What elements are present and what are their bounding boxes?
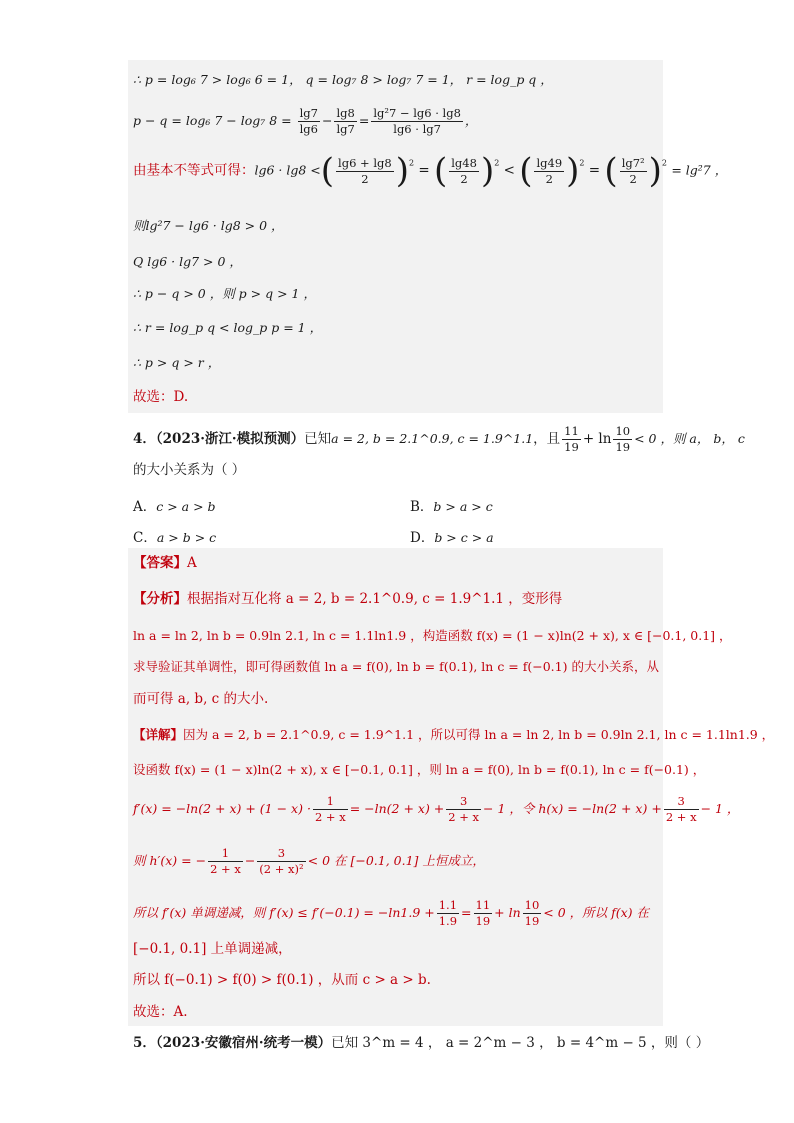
option-b[interactable]: B．b > a > c: [410, 499, 493, 515]
prev-line-9: 故选：D.: [133, 389, 189, 405]
fraction: $\frac{3}{2 + x}$: [665, 794, 697, 824]
detail-line-4: 则 h′(x) = − $\frac{1}{2 + x}$ − $\frac{3}{\text{(2 + x)²}}$ < 0 在 [−0.1, 0.1] 上恒成立，: [133, 846, 485, 876]
q5-stem-text: 已知 3^m = 4 ， a = 2^m − 3 ， b = 4^m − 5 ，则（ ）: [331, 1035, 710, 1051]
fraction: $\frac{\lg 6 + \lg 8}{2}$: [338, 155, 392, 186]
fraction: $\frac{10}{19}$: [524, 898, 540, 928]
fraction: $\frac{3}{2 + x}$: [448, 794, 480, 824]
prev-line-5: Q lg6 · lg7 > 0 ，: [133, 254, 242, 269]
prev-line-6: ∴ p − q > 0 ，则 p > q > 1 ，: [133, 286, 316, 301]
fraction: $\frac{10}{19}$: [615, 424, 631, 454]
detail-line-1: [133, 727, 775, 742]
prev-line-2: p − q = log₆ 7 − log₇ 8 = $\frac{\lg 7}{\lg 6}$ − $\frac{\lg 8}{\lg 7}$ = $\frac{\text{lg²7 − lg6 · lg8}}{\lg 6 \cdot \lg 7}$ ，: [133, 106, 478, 136]
question-number: 5．: [133, 1035, 156, 1051]
answer-line: [133, 557, 661, 571]
answer-value: A: [187, 555, 197, 571]
q4-stem-c: < 0 ，则 a， b， c: [634, 431, 745, 446]
q5-stem: [133, 1035, 710, 1051]
option-a[interactable]: A．c > a > b: [133, 499, 216, 515]
fraction: $\frac{11}{19}$: [475, 898, 491, 928]
detail-line-2: 设函数 f(x) = (1 − x)ln(2 + x), x ∈ [−0.1, 0.1] ，则 ln a = f(0), ln b = f(0.1), ln c = f(−0.1) ，: [133, 762, 706, 777]
prev-line-3-tail: = lg²7 ，: [671, 162, 728, 178]
fraction: $\frac{1}{2 + x}$: [210, 846, 241, 876]
option-c[interactable]: C．a > b > c: [133, 530, 217, 546]
fraction: $\frac{1.1}{1.9}$: [438, 898, 458, 928]
question-source: （2023·安徽宿州·统考一模）: [155, 1035, 332, 1051]
answer-tag: 【答案】: [133, 555, 187, 571]
q4-stem-a: 已知: [304, 431, 332, 447]
prev-line-2-prefix: p − q = log₆ 7 − log₇ 8 =: [133, 113, 292, 128]
prev-line-4: 则lg²7 − lg6 · lg8 > 0 ，: [133, 218, 284, 233]
detail-line-5: 所以 f′(x) 单调递减，则 f′(x) ≤ f′(−0.1) = −ln1.9 + $\frac{1.1}{1.9}$ = $\frac{11}{19}$ + ln $\frac{10}{19}$ < 0 ，所以 f(x) 在: [133, 898, 650, 928]
q4-stem-line-1: [133, 424, 745, 455]
q4-ln-plus: + ln: [582, 431, 612, 447]
prev-line-3: 由基本不等式可得：lg6 · lg8 <( $\frac{\lg 6 + \lg 8}{2}$ )$^2$ = ( $\frac{\lg 48}{2}$ )$^2$ < ( $\frac{\lg 49}{2}$ )$^2$ = ( $\frac{\text{lg7²}}{2}$ )$^2$ = lg²7 ，: [133, 151, 728, 191]
fraction: $\frac{3}{\text{(2 + x)²}}$: [259, 846, 304, 876]
fraction: $\frac{\lg 7}{\lg 6}$: [299, 106, 318, 136]
detail-line-7: 所以 f(−0.1) > f(0) > f(0.1) ，从而 c > a > b.: [133, 972, 431, 988]
q4-stem-line-2: 的大小关系为（ ）: [133, 462, 246, 478]
prev-line-3-text: 由基本不等式可得：: [133, 162, 255, 179]
detail-line-8: 故选：A.: [133, 1004, 188, 1020]
fraction: $\frac{\lg 8}{\lg 7}$: [336, 106, 355, 136]
q4-stem-b: ，且: [533, 431, 561, 447]
analysis-line-2: ln a = ln 2, ln b = 0.9ln 2.1, ln c = 1.1ln1.9 ，构造函数 f(x) = (1 − x)ln(2 + x), x ∈ [−0.1, 0.1] ，: [133, 628, 732, 643]
analysis-text: 根据指对互化将 a = 2, b = 2.1^0.9, c = 1.9^1.1 ，变形得: [187, 591, 563, 607]
fraction: $\frac{\lg 48}{2}$: [451, 155, 477, 186]
analysis-line-4: 而可得 a, b, c 的大小.: [133, 691, 269, 707]
analysis-tag: 【分析】: [133, 591, 187, 607]
question-source: （2023·浙江·模拟预测）: [155, 431, 305, 447]
detail-tag: 【详解】: [133, 727, 184, 742]
prev-line-3-math: lg6 · lg8 <: [254, 162, 321, 178]
fraction: $\frac{11}{19}$: [564, 424, 579, 454]
detail-text: 因为 a = 2, b = 2.1^0.9, c = 1.9^1.1 ，所以可得 ln a = ln 2, ln b = 0.9ln 2.1, ln c = 1.1ln1.9 ，: [183, 727, 775, 742]
analysis-line-3: 求导验证其单调性，即可得函数值 ln a = f(0), ln b = f(0.1), ln c = f(−0.1) 的大小关系，从: [133, 659, 659, 674]
question-number: 4．: [133, 431, 156, 447]
prev-line-8: ∴ p > q > r ，: [133, 355, 221, 370]
prev-line-1: ∴ p = log₆ 7 > log₆ 6 = 1， q = log₇ 8 > log₇ 7 = 1， r = log_p q ，: [133, 72, 553, 87]
option-d[interactable]: D．b > c > a: [410, 530, 494, 546]
q4-stem-math: a = 2, b = 2.1^0.9, c = 1.9^1.1: [331, 431, 534, 446]
analysis-line-1: [133, 593, 661, 607]
fraction: $\frac{\text{lg7²}}{2}$: [621, 155, 645, 186]
prev-line-7: ∴ r = log_p q < log_p p = 1 ，: [133, 320, 323, 335]
detail-line-3: f′(x) = −ln(2 + x) + (1 − x) · $\frac{1}{2 + x}$ = −ln(2 + x) + $\frac{3}{2 + x}$ − 1 ，令 h(x) = −ln(2 + x) + $\frac{3}{2 + x}$ − 1 ，: [133, 794, 740, 824]
detail-line-6: [−0.1, 0.1] 上单调递减，: [133, 941, 292, 957]
fraction: $\frac{\lg 49}{2}$: [536, 155, 563, 186]
fraction: $\frac{\text{lg²7 − lg6 · lg8}}{\lg 6 \cdot \lg 7}$: [373, 106, 461, 136]
fraction: $\frac{1}{2 + x}$: [314, 794, 346, 824]
